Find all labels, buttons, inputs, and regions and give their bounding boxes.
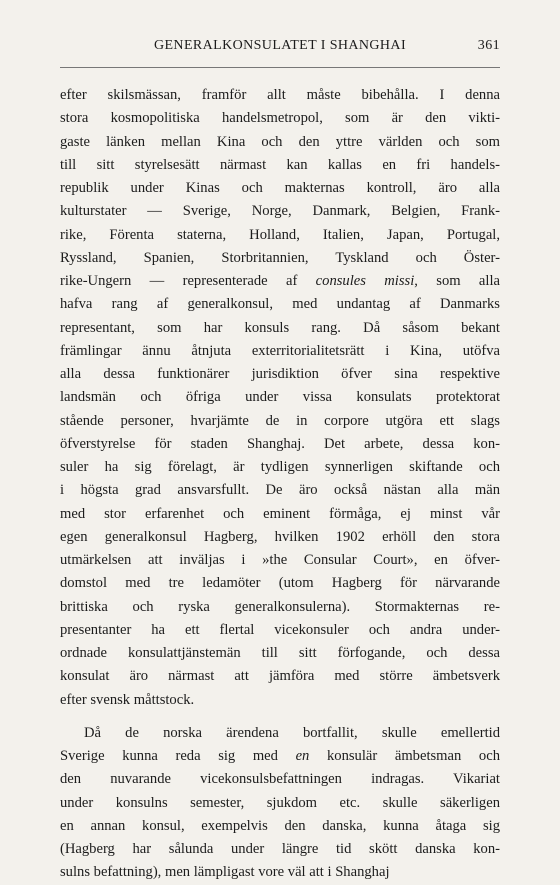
text-line: till sitt styrelsesätt närmast kan kallas en fri handels- xyxy=(60,156,500,173)
running-title: GENERALKONSULATET I SHANGHAI xyxy=(153,38,407,53)
text-line: konsulat äro närmast att jämföra med större ämbetsverk xyxy=(60,668,500,685)
text-line: (Hagberg har sålunda under längre tid skött danska kon- xyxy=(60,841,500,857)
text-line: sulns befattning), men lämpligast vore väl att i Shanghaj xyxy=(60,864,390,881)
text-line: efter svensk måttstock. xyxy=(60,691,195,708)
body-text xyxy=(60,84,500,885)
text-line: öfverstyrelse för staden Shanghaj. Det arbete, dessa kon- xyxy=(60,435,500,452)
text-line: stående personer, hvarjämte de in corpore utgöra ett slags xyxy=(60,412,500,429)
text-line: Då de norska ärendena bortfallit, skulle emellertid xyxy=(84,724,500,741)
text-line: Ryssland, Spanien, Storbritannien, Tyskland och Öster- xyxy=(60,249,500,266)
text-line: hafva rang af generalkonsul, med undantag af Danmarks xyxy=(60,296,500,313)
text-line: suler ha sig förelagt, är tydligen synnerligen skiftande och xyxy=(60,459,500,475)
text-line: främlingar ännu åtnjuta exterritorialitetsrätt i Kina, utöfva xyxy=(60,342,500,359)
text-line xyxy=(60,270,500,293)
header-rule xyxy=(60,67,500,68)
text-line: i högsta grad ansvarsfullt. De äro också nästan alla män xyxy=(60,482,500,499)
text-line: en annan konsul, exempelvis den danska, kunna åtaga sig xyxy=(60,817,500,834)
text-segment: , som alla xyxy=(414,273,500,289)
text-line: efter skilsmässan, framför allt måste bibehålla. I denna xyxy=(60,87,500,103)
text-line: brittiska och ryska generalkonsulerna). Stormakternas re- xyxy=(60,598,500,615)
italic-segment: consules missi xyxy=(315,273,415,289)
running-header xyxy=(60,38,500,58)
text-line: alla dessa funktionärer jurisdiktion öfver sina respektive xyxy=(60,366,500,382)
text-segment: Sverige kunna reda sig med xyxy=(60,748,296,764)
text-segment: rike-Ungern — representerade af xyxy=(60,273,316,289)
text-line: stora kosmopolitiska handelsmetropol, som är den vikti- xyxy=(60,110,500,127)
text-line: ordnade konsulattjänstemän till sitt förfogande, och dessa xyxy=(60,645,500,661)
text-line: domstol med tre ledamöter (utom Hagberg för närvarande xyxy=(60,575,500,592)
text-line: landsmän och öfriga under vissa konsulats protektorat xyxy=(60,389,500,406)
text-line xyxy=(60,745,500,768)
text-line: med stor erfarenhet och eminent förmåga, ej minst vår xyxy=(60,505,500,522)
text-line: under konsulns semester, sjukdom etc. skulle säkerligen xyxy=(60,794,500,811)
text-line: representant, som har konsuls rang. Då såsom bekant xyxy=(60,319,500,336)
text-segment: konsulär ämbetsman och xyxy=(309,748,500,764)
text-line: egen generalkonsul Hagberg, hvilken 1902 erhöll den stora xyxy=(60,528,500,545)
page-number: 361 xyxy=(477,38,500,53)
italic-segment: en xyxy=(295,748,310,764)
text-line: kulturstater — Sverige, Norge, Danmark, Belgien, Frank- xyxy=(60,203,500,220)
text-line: rike, Förenta staterna, Holland, Italien, Japan, Portugal, xyxy=(60,226,500,243)
text-line: republik under Kinas och makternas kontroll, äro alla xyxy=(60,180,500,196)
text-line: gaste länken mellan Kina och den yttre världen och som xyxy=(60,133,500,150)
text-line: presentanter ha ett flertal vicekonsuler och andra under- xyxy=(60,621,500,638)
text-line: den nuvarande vicekonsulsbefattningen indragas. Vikariat xyxy=(60,771,500,788)
text-line: utmärkelsen att inväljas i »the Consular Court», en öfver- xyxy=(60,552,500,568)
